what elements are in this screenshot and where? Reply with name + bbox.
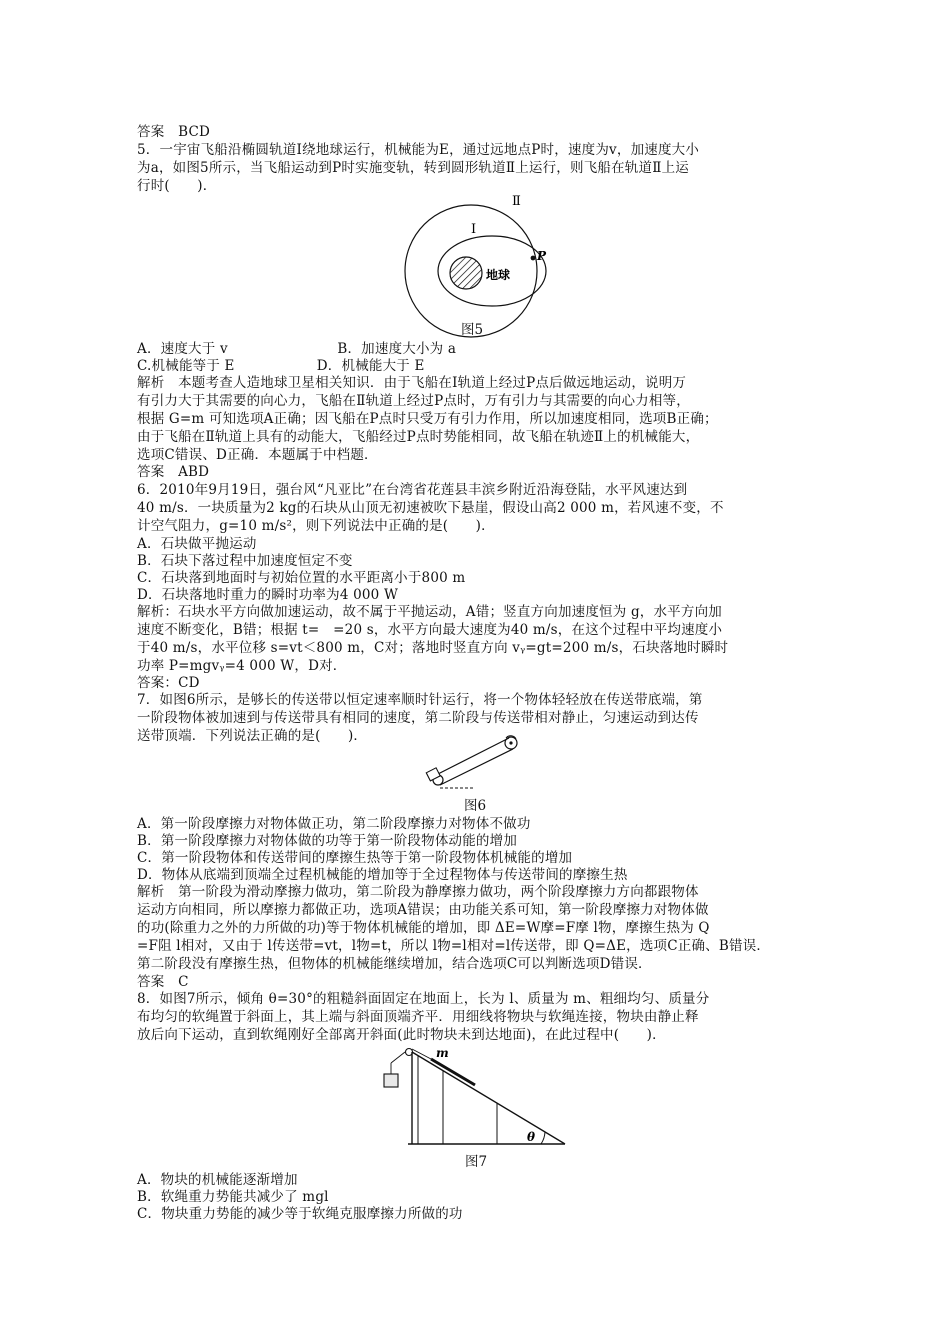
text-line: 由于飞船在Ⅱ轨道上具有的动能大，飞船经过P点时势能相同，故飞船在轨迹Ⅱ上的机械能大， (137, 429, 700, 445)
text-line: 答案：CD (137, 675, 200, 691)
text-line: 功率 P=mgvᵧ=4 000 W，D对． (137, 658, 347, 674)
point-p-label: P (537, 249, 547, 263)
figure-6-conveyor (0, 735, 950, 805)
mass-label: m (436, 1046, 449, 1060)
text-line: 运动方向相同，所以摩擦力都做正功，选项A错误；由功能关系可知，第一阶段摩擦力对物体做 (137, 902, 709, 918)
text-line: 答案 C (137, 974, 189, 990)
text-line: 速度不断变化，B错；根据 t= =20 s，水平方向最大速度为40 m/s，在这个过程中平均速度小 (137, 622, 723, 638)
text-line: 放后向下运动，直到软绳刚好全部离开斜面(此时物块未到达地面)，在此过程中( )． (137, 1027, 666, 1043)
incline-surface (412, 1052, 565, 1144)
soft-rope (431, 1059, 475, 1085)
text-line: C.机械能等于 E D．机械能大于 E (137, 358, 425, 374)
text-line: 根据 G=m 可知选项A正确；因飞船在P点时只受万有引力作用，所以加速度相同，选项B正确； (137, 411, 718, 427)
text-line: 7．如图6所示，是够长的传送带以恒定速率顺时针运行，将一个物体轻轻放在传送带底端，第 (137, 692, 703, 708)
text-line: 解析 本题考查人造地球卫星相关知识．由于飞船在Ⅰ轨道上经过P点后做远地运动，说明万 (137, 375, 687, 391)
text-line: 答案 ABD (137, 464, 210, 480)
text-line: C．第一阶段物体和传送带间的摩擦生热等于第一阶段物体机械能的增加 (137, 850, 573, 866)
text-line: B．软绳重力势能共减少了 mgl (137, 1189, 329, 1205)
text-line: B．第一阶段摩擦力对物体做的功等于第一阶段物体动能的增加 (137, 833, 518, 849)
earth-label: 地球 (486, 268, 511, 282)
orbit-I-label: Ⅰ (471, 222, 477, 237)
text-line: 40 m/s．一块质量为2 kg的石块从山顶无初速被吹下悬崖，假设山高2 000 m，若风速不变，不 (137, 500, 724, 516)
text-line: C．物块重力势能的减少等于软绳克服摩擦力所做的功 (137, 1206, 463, 1222)
text-line: 5．一宇宙飞船沿椭圆轨道Ⅰ绕地球运行，机械能为E，通过远地点P时，速度为v，加速度大小 (137, 142, 700, 158)
text-line: 答案 BCD (137, 124, 211, 140)
text-line: 解析：石块水平方向做加速运动，故不属于平抛运动，A错；竖直方向加速度恒为 g，水平方向加 (137, 604, 722, 620)
text-line: 的功(除重力之外的力所做的功)等于物体机械能的增加，即 ΔE=W摩=F摩 l物，摩擦生热为 Q (137, 920, 710, 936)
text-line: D．物体从底端到顶端全过程机械能的增加等于全过程物体与传送带间的摩擦生热 (137, 867, 628, 883)
text-line: 6．2010年9月19日，强台风“凡亚比”在台湾省花莲县丰滨乡附近沿海登陆，水平风速达到 (137, 482, 688, 498)
text-line: D．石块落地时重力的瞬时功率为4 000 W (137, 587, 399, 603)
angle-label: θ (527, 1130, 536, 1144)
object-block (426, 768, 440, 781)
text-line: A．第一阶段摩擦力对物体做正功，第二阶段摩擦力对物体不做功 (137, 816, 531, 832)
text-line: 送带顶端．下列说法正确的是( )． (137, 728, 368, 744)
text-line: A．速度大于 v B．加速度大小为 a (137, 341, 457, 357)
figure-6-caption: 图6 (464, 798, 487, 814)
text-line: 一阶段物体被加速到与传送带具有相同的速度，第二阶段与传送带相对静止，匀速运动到达传 (137, 710, 699, 726)
point-p-marker (531, 256, 536, 261)
text-line: 有引力大于其需要的向心力，飞船在Ⅱ轨道上经过P点时，万有引力与其需要的向心力相等， (137, 393, 690, 409)
text-line: A．物块的机械能逐渐增加 (137, 1172, 298, 1188)
text-line: 解析 第一阶段为滑动摩擦力做功，第二阶段为静摩擦力做功，两个阶段摩擦力方向都跟物体 (137, 884, 699, 900)
text-line: 于40 m/s，水平位移 s=vt＜800 m，C对；落地时竖直方向 vᵧ=gt=200 m/s，石块落地时瞬时 (137, 640, 729, 656)
earth-icon (450, 257, 482, 289)
text-line: =F阻 l相对，又由于 l传送带=vt，l物=t，所以 l物=l相对=l传送带，即 Q=ΔE，选项C正确、B错误． (137, 938, 771, 954)
text-line: 计空气阻力，g=10 m/s²，则下列说法中正确的是( )． (137, 518, 495, 534)
text-line: 选项C错误、D正确．本题属于中档题． (137, 447, 378, 463)
text-line: C．石块落到地面时与初始位置的水平距离小于800 m (137, 570, 466, 586)
text-line: A．石块做平抛运动 (137, 536, 257, 552)
figure-5-caption: 图5 (461, 322, 484, 338)
angle-arc (541, 1132, 545, 1144)
text-line: 第二阶段没有摩擦生热，但物体的机械能继续增加，结合选项C可以判断选项D错误． (137, 956, 652, 972)
text-line: 8．如图7所示，倾角 θ=30°的粗糙斜面固定在地面上，长为 l、质量为 m、粗细均匀、质量分 (137, 991, 710, 1007)
figure-7-caption: 图7 (465, 1154, 488, 1170)
text-line: 行时( )． (137, 178, 217, 194)
text-line: 为a，如图5所示，当飞船运动到P时实施变轨，转到圆形轨道Ⅱ上运行，则飞船在轨道Ⅱ上运 (137, 160, 689, 176)
orbit-II-label: Ⅱ (512, 194, 521, 209)
figure-7-incline (0, 1035, 950, 1155)
text-line: 布均匀的软绳置于斜面上，其上端与斜面顶端齐平．用细线将物块与软绳连接，物块由静止释 (137, 1009, 699, 1025)
text-line: B．石块下落过程中加速度恒定不变 (137, 553, 353, 569)
hanging-block (384, 1074, 398, 1087)
